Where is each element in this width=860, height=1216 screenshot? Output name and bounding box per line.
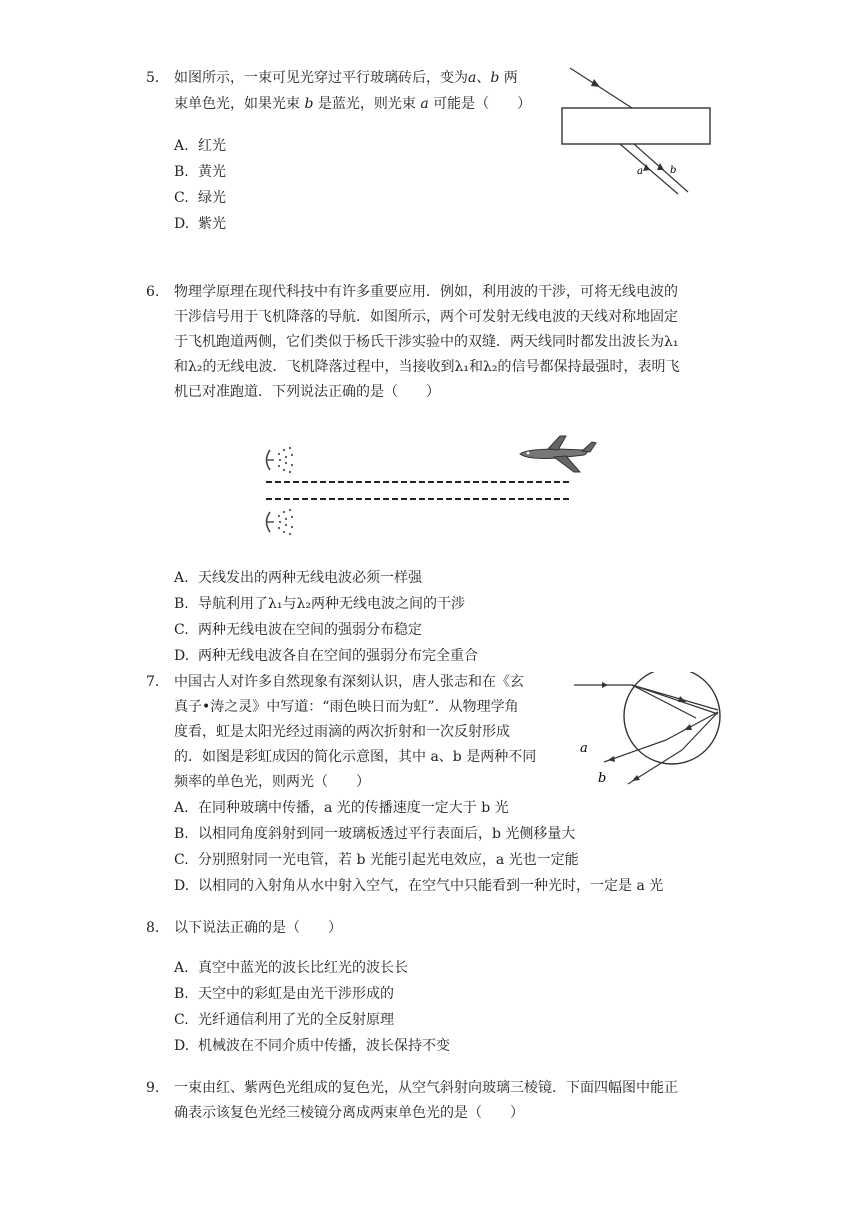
option-d[interactable]: D. 两种无线电波各自在空间的强弱分布完全重合 xyxy=(174,648,478,664)
option-a[interactable]: A. 在同种玻璃中传播，a 光的传播速度一定大于 b 光 xyxy=(174,800,509,816)
question-number: 6. xyxy=(146,284,160,300)
option-c[interactable]: C. 分别照射同一光电管，若 b 光能引起光电效应，a 光也一定能 xyxy=(174,852,579,868)
option-b[interactable]: B. 天空中的彩虹是由光干涉形成的 xyxy=(174,986,394,1002)
question-stem-line: 机已对准跑道．下列说法正确的是（ ） xyxy=(174,384,440,400)
ray-arrow-icon xyxy=(591,79,600,87)
question-stem-line: 度看，虹是太阳光经过雨滴的两次折射和一次反射形成 xyxy=(174,724,510,740)
question-stem-line: 束单色光，如果光束 b 是蓝光，则光束 a 可能是（ ） xyxy=(174,96,532,112)
ray-arrow-icon xyxy=(678,696,686,702)
runway-antenna-diagram xyxy=(258,430,603,538)
question-stem-line: 于飞机跑道两侧，它们类似于杨氏干涉实验中的双缝．两天线同时都发出波长为λ₁ xyxy=(174,334,679,350)
label-a: a xyxy=(580,741,588,756)
question-stem-line: 和λ₂的无线电波．飞机降落过程中，当接收到λ₁和λ₂的信号都保持最强时，表明飞 xyxy=(174,359,680,375)
question-stem-line: 物理学原理在现代科技中有许多重要应用．例如，利用波的干涉，可将无线电波的 xyxy=(174,284,678,300)
question-stem-line: 干涉信号用于飞机降落的导航．如图所示，两个可发射无线电波的天线对称地固定 xyxy=(174,309,678,325)
question-stem-line: 真子•涛之灵》中写道：“雨色映日而为虹”．从物理学角 xyxy=(174,699,519,715)
question-number: 5. xyxy=(146,70,160,86)
label-b: b xyxy=(670,165,677,176)
option-c[interactable]: C. 光纤通信利用了光的全反射原理 xyxy=(174,1012,394,1028)
question-number: 9. xyxy=(146,1080,160,1096)
question-stem-line: 的．如图是彩虹成因的简化示意图，其中 a、b 是两种不同 xyxy=(174,749,537,765)
option-c[interactable]: C. 两种无线电波在空间的强弱分布稳定 xyxy=(174,622,422,638)
option-c[interactable]: C. 绿光 xyxy=(174,190,226,206)
question-stem-line: 一束由红、紫两色光组成的复色光，从空气斜射向玻璃三棱镜．下面四幅图中能正 xyxy=(174,1080,678,1096)
label-a: a xyxy=(637,166,643,177)
question-stem-line: 频率的单色光，则两光（ ） xyxy=(174,774,370,790)
option-b[interactable]: B. 导航利用了λ₁与λ₂两种无线电波之间的干涉 xyxy=(174,596,465,612)
option-d[interactable]: D. 以相同的入射角从水中射入空气，在空气中只能看到一种光时，一定是 a 光 xyxy=(174,878,664,894)
glass-slab-diagram xyxy=(560,62,720,202)
ray-arrow-icon xyxy=(608,756,615,762)
question-stem-line: 确表示该复色光经三棱镜分离成两束单色光的是（ ） xyxy=(174,1105,524,1121)
airplane-icon xyxy=(520,436,596,472)
question-number: 7. xyxy=(146,674,160,690)
label-b: b xyxy=(598,771,607,786)
option-d[interactable]: D. 紫光 xyxy=(174,216,226,232)
ray-arrow-icon xyxy=(632,775,640,781)
glass-slab xyxy=(562,108,710,144)
question-stem-line: 以下说法正确的是（ ） xyxy=(174,920,342,936)
question-number: 8. xyxy=(146,920,160,936)
option-b[interactable]: B. 黄光 xyxy=(174,164,226,180)
radio-wave-icon xyxy=(278,447,293,473)
ray-arrow-icon xyxy=(684,724,692,730)
option-b[interactable]: B. 以相同角度斜射到同一玻璃板透过平行表面后，b 光侧移量大 xyxy=(174,826,576,842)
incident-ray xyxy=(570,68,632,108)
question-stem-line: 如图所示，一束可见光穿过平行玻璃砖后，变为a、b 两 xyxy=(174,70,518,86)
rainbow-raindrop-diagram xyxy=(572,672,730,796)
option-a[interactable]: A. 天线发出的两种无线电波必须一样强 xyxy=(174,570,422,586)
radio-wave-icon xyxy=(278,509,293,535)
option-a[interactable]: A. 真空中蓝光的波长比红光的波长长 xyxy=(174,960,408,976)
option-d[interactable]: D. 机械波在不同介质中传播，波长保持不变 xyxy=(174,1038,450,1054)
question-stem-line: 中国古人对许多自然现象有深刻认识，唐人张志和在《玄 xyxy=(174,674,524,690)
ray-arrow-icon xyxy=(657,163,664,170)
option-a[interactable]: A. 红光 xyxy=(174,138,226,154)
ray-arrow-icon xyxy=(602,682,608,688)
